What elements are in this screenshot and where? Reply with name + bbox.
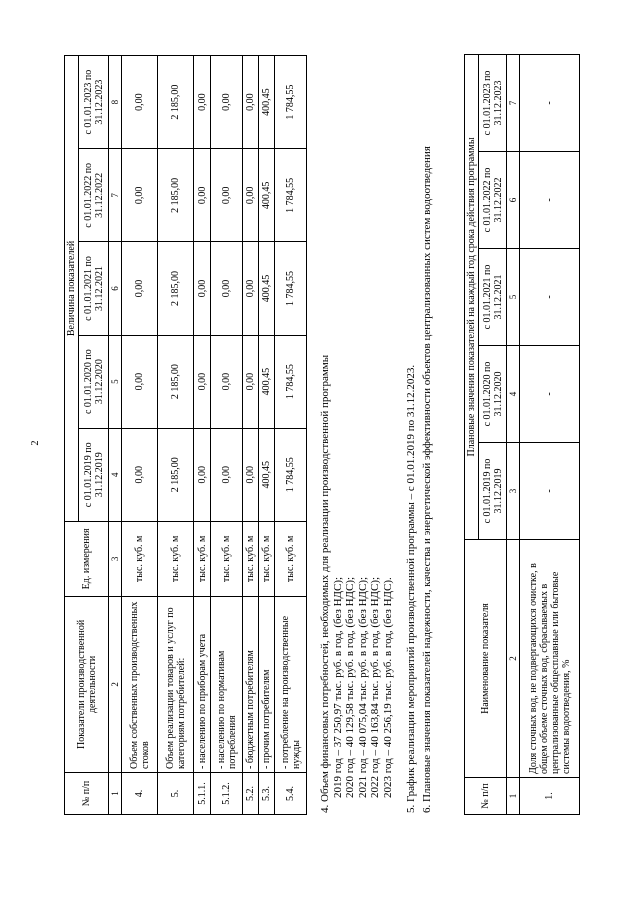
table-row [520,54,580,814]
header-name: Наименование показателя [465,540,507,778]
col-number: 7 [507,54,520,151]
row-value: 2 185,00 [158,428,194,521]
row-value: 0,00 [122,242,158,335]
col-number: 4 [507,346,520,443]
row-value: 400,45 [259,428,275,521]
col-number: 6 [507,152,520,249]
row-value: 0,00 [243,335,259,428]
row-value: 0,00 [194,149,211,242]
financial-line: 2020 год – 40 129,58 тыс. руб. в год, (без НДС); [344,576,356,798]
row-unit: тыс. куб. м [211,521,243,596]
row-value: 0,00 [122,149,158,242]
row-value: 0,00 [243,242,259,335]
row-num: 5.2. [243,772,259,814]
row-value: - [520,54,580,151]
row-value: 0,00 [211,428,243,521]
header-period: с 01.01.2019 по 31.12.2019 [79,428,109,521]
row-value: 1 784,55 [275,428,307,521]
row-value: 0,00 [243,428,259,521]
row-name: - населению по приборам учета [194,596,211,772]
production-indicators-table [64,55,307,815]
row-num: 5.1.1. [194,772,211,814]
row-value: 0,00 [122,56,158,149]
row-value: - [520,152,580,249]
row-value: 0,00 [194,242,211,335]
row-value: 400,45 [259,242,275,335]
column-numbers-row [507,54,520,814]
row-value: 400,45 [259,56,275,149]
header-unit: Ед. измерения [65,521,109,596]
financial-line: 2023 год – 40 256,19 тыс. руб. в год, (без НДС). [381,577,394,798]
table-row [211,56,243,815]
header-indicator: Показатели производственной деятельности [65,596,109,772]
row-value: 2 185,00 [158,149,194,242]
row-value: 0,00 [211,335,243,428]
row-value: 1 784,55 [275,149,307,242]
row-num: 5.3. [259,772,275,814]
row-value: 2 185,00 [158,56,194,149]
row-num: 5.4. [275,772,307,814]
col-number: 2 [109,596,122,772]
row-value: 0,00 [211,56,243,149]
table-row [259,56,275,815]
row-name: Объем собственных производственных стоков [122,596,158,772]
page-number: 2 [30,440,41,446]
table-row [194,56,211,815]
row-value: 0,00 [243,149,259,242]
row-value: 1 784,55 [275,242,307,335]
table-row [275,56,307,815]
row-value: 0,00 [211,149,243,242]
row-value: 2 185,00 [158,242,194,335]
table-row [122,56,158,815]
header-period: с 01.01.2022 по 31.12.2022 [79,149,109,242]
header-period: с 01.01.2021 по 31.12.2021 [479,249,507,346]
header-values-group: Плановые значения показателей на каждый год срока действия программы [465,54,479,539]
row-value: - [520,443,580,540]
header-num: № п/п [65,772,109,814]
col-number: 1 [507,778,520,815]
row-value: 0,00 [211,242,243,335]
row-name: - потребление на производственные нужды [275,596,307,772]
financial-line: 2019 год – 37 250,97 тыс. руб. в год, (без НДС); [331,576,344,798]
row-value: 2 185,00 [158,335,194,428]
col-number: 4 [109,428,122,521]
row-value: 400,45 [259,335,275,428]
row-value: - [520,249,580,346]
financial-needs-section [319,53,394,813]
row-num: 5. [158,772,194,814]
row-name: - бюджетным потребителям [243,596,259,772]
row-value: 0,00 [122,428,158,521]
col-number: 6 [109,242,122,335]
col-number: 7 [109,149,122,242]
row-value: 0,00 [194,335,211,428]
financial-line: 2022 год – 40 163,84 тыс. руб. в год, (без НДС); [369,576,381,798]
column-numbers-row [109,56,122,815]
row-value: 0,00 [194,56,211,149]
row-value: - [520,346,580,443]
row-value: 0,00 [122,335,158,428]
header-period: с 01.01.2022 по 31.12.2022 [479,152,507,249]
row-value: 0,00 [243,56,259,149]
col-number: 2 [507,540,520,778]
row-name: - населению по нормативам потребления [211,596,243,772]
header-period: с 01.01.2023 по 31.12.2023 [79,56,109,149]
header-period: с 01.01.2021 по 31.12.2021 [79,242,109,335]
row-value: 1 784,55 [275,56,307,149]
row-unit: тыс. куб. м [194,521,211,596]
col-number: 8 [109,56,122,149]
col-number: 3 [109,521,122,596]
header-values-group: Величина показателей [65,56,79,522]
row-unit: тыс. куб. м [158,521,194,596]
planned-values-table [464,54,580,815]
financial-line: 2021 год – 40 075,04 тыс. руб. в год, (без НДС); [356,576,369,798]
section-4-title: 4. Объем финансовых потребностей, необходимых для реализации производственной программы [319,354,331,813]
row-num: 4. [122,772,158,814]
col-number: 3 [507,443,520,540]
row-num: 1. [520,778,580,815]
col-number: 1 [109,772,122,814]
row-unit: тыс. куб. м [122,521,158,596]
row-name: Объем реализации товаров и услуг по категориям потребителей: [158,596,194,772]
col-number: 5 [507,249,520,346]
row-value: 400,45 [259,149,275,242]
row-name: - прочим потребителям [259,596,275,772]
row-unit: тыс. куб. м [243,521,259,596]
col-number: 5 [109,335,122,428]
row-value: 0,00 [194,428,211,521]
row-unit: тыс. куб. м [275,521,307,596]
header-num: № п/п [465,778,507,815]
table-row [158,56,194,815]
header-period: с 01.01.2023 по 31.12.2023 [479,54,507,151]
row-num: 5.1.2. [211,772,243,814]
header-period: с 01.01.2020 по 31.12.2020 [479,346,507,443]
row-unit: тыс. куб. м [259,521,275,596]
row-name: Доля сточных вод, не подвергающихся очистке, в общем объеме сточных вод, сбрасываемых в централизованные общесплавные или бытовые системы водоотведения, % [520,540,580,778]
table-row [243,56,259,815]
header-period: с 01.01.2019 по 31.12.2019 [479,443,507,540]
row-value: 1 784,55 [275,335,307,428]
section-5-title: 5. График реализации мероприятий производственной программы – с 01.01.2019 по 31.12.2023. [405,364,417,813]
header-period: с 01.01.2020 по 31.12.2020 [79,335,109,428]
section-6-title: 6. Плановые значения показателей надежности, качества и энергетической эффективности объектов централизованных систем водоотведения [421,146,433,813]
